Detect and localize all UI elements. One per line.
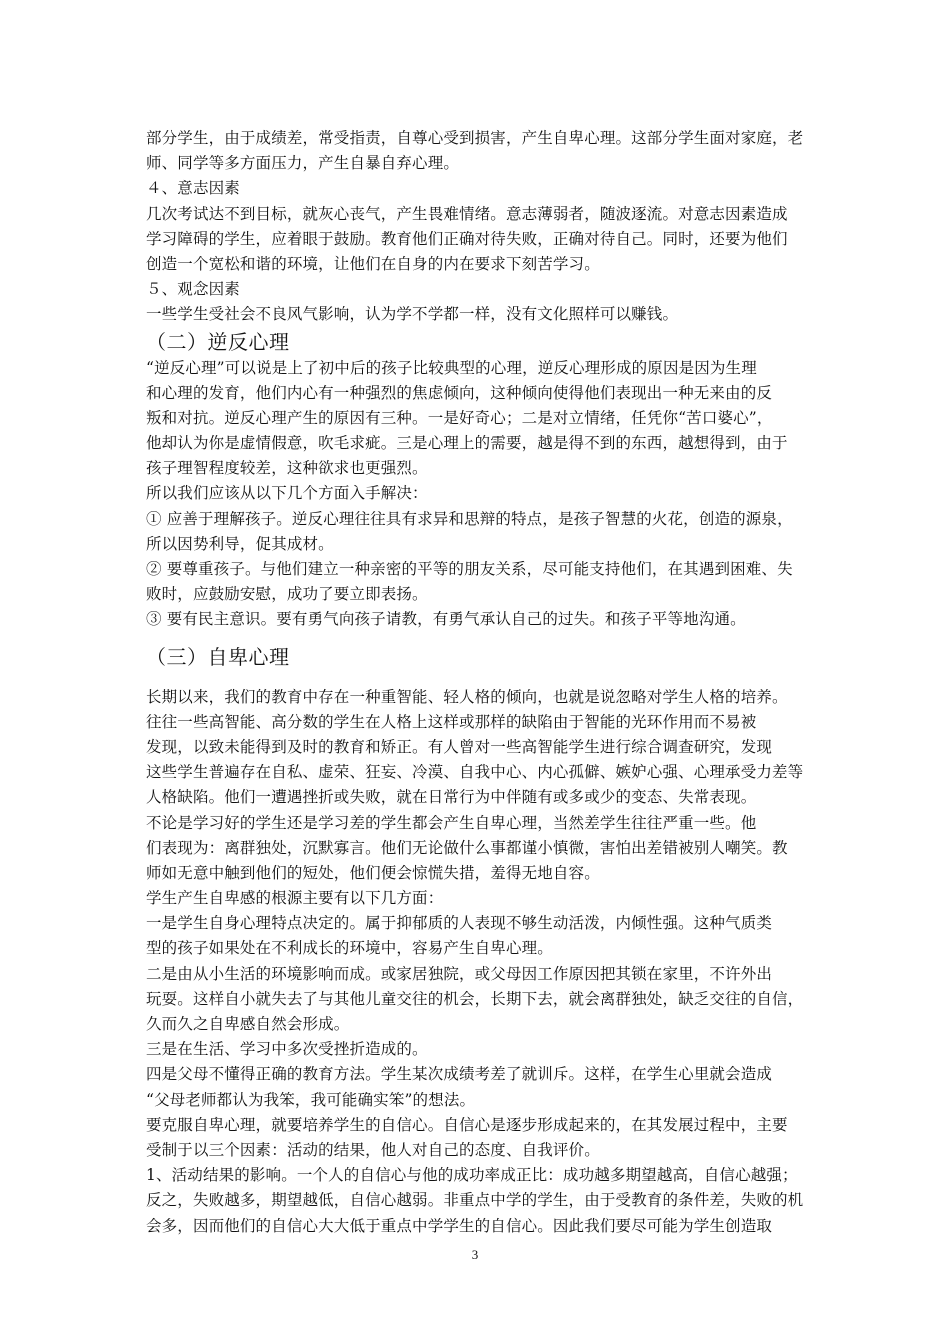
text-line: ② 要尊重孩子。与他们建立一种亲密的平等的朋友关系，尽可能支持他们，在其遇到困难、失	[146, 560, 793, 578]
text-line: 玩耍。这样自小就失去了与其他儿童交往的机会，长期下去，就会离群独处，缺乏交往的自信，	[146, 989, 804, 1008]
text-line: ４、意志因素	[146, 179, 240, 198]
text-line: 创造一个宽松和谐的环境，让他们在自身的内在要求下刻苦学习。	[146, 254, 600, 273]
text-line: 师如无意中触到他们的短处，他们便会惊慌失措，羞得无地自容。	[146, 863, 600, 882]
text-line: 一是学生自身心理特点决定的。属于抑郁质的人表现不够生动活泼，内倾性强。这种气质类	[146, 914, 773, 933]
text-line: 长期以来，我们的教育中存在一种重智能、轻人格的倾向，也就是说忽略对学生人格的培养。	[146, 687, 788, 706]
text-line: 二是由从小生活的环境影响而成。或家居独院，或父母因工作原因把其锁在家里，不许外出	[146, 964, 773, 983]
text-line: 他却认为你是虚情假意，吹毛求疵。三是心理上的需要，越是得不到的东西，越想得到，由于	[146, 434, 788, 453]
text-line: “父母老师都认为我笨，我可能确实笨”的想法。	[146, 1090, 476, 1109]
heading-inferiority-psychology: （三）自卑心理	[146, 644, 290, 669]
document-page	[146, 126, 814, 1239]
text-line: 会多，因而他们的自信心大大低于重点中学学生的自信心。因此我们要尽可能为学生创造取	[146, 1216, 773, 1235]
text-line: 所以我们应该从以下几个方面入手解决：	[146, 484, 428, 503]
text-line: 所以因势利导，促其成材。	[146, 534, 334, 553]
text-line: 败时，应鼓励安慰，成功了要立即表扬。	[146, 585, 428, 604]
text-line: 这些学生普遍存在自私、虚荣、狂妄、冷漠、自我中心、内心孤僻、嫉妒心强、心理承受力差等	[146, 763, 804, 782]
text-line: 孩子理智程度较差，这种欲求也更强烈。	[146, 459, 428, 478]
text-line: 三是在生活、学习中多次受挫折造成的。	[146, 1040, 428, 1059]
text-line: 学生产生自卑感的根源主要有以下几方面：	[146, 889, 444, 908]
text-line: 叛和对抗。逆反心理产生的原因有三种。一是好奇心；二是对立情绪，任凭你“苦口婆心”，	[146, 408, 773, 427]
text-line: 要克服自卑心理，就要培养学生的自信心。自信心是逐步形成起来的，在其发展过程中，主要	[146, 1115, 788, 1134]
text-line: 师、同学等多方面压力，产生自暴自弃心理。	[146, 154, 460, 173]
text-line: 1、活动结果的影响。一个人的自信心与他的成功率成正比：成功越多期望越高，自信心越强；	[146, 1166, 798, 1185]
text-line: 几次考试达不到目标，就灰心丧气，产生畏难情绪。意志薄弱者，随波逐流。对意志因素造成	[146, 204, 788, 223]
text-line: 学习障碍的学生，应着眼于鼓励。教育他们正确对待失败，正确对待自己。同时，还要为他们	[146, 229, 788, 248]
text-line: 们表现为：离群独处，沉默寡言。他们无论做什么事都谨小慎微，害怕出差错被别人嘲笑。教	[146, 838, 788, 857]
text-line: 往往一些高智能、高分数的学生在人格上这样或那样的缺陷由于智能的光环作用而不易被	[146, 712, 757, 731]
text-line: 发现，以致未能得到及时的教育和矫正。有人曾对一些高智能学生进行综合调查研究，发现	[146, 737, 773, 756]
text-line: 久而久之自卑感自然会形成。	[146, 1015, 350, 1033]
text-line: 不论是学习好的学生还是学习差的学生都会产生自卑心理，当然差学生往往严重一些。他	[146, 813, 757, 832]
page-number: 3	[471, 1247, 479, 1262]
text-line: ③ 要有民主意识。要有勇气向孩子请教，有勇气承认自己的过失。和孩子平等地沟通。	[146, 610, 746, 629]
text-line: 反之，失败越多，期望越低，自信心越弱。非重点中学的学生，由于受教育的条件差，失败的机	[146, 1191, 804, 1210]
text-line: “逆反心理”可以说是上了初中后的孩子比较典型的心理，逆反心理形成的原因是因为生理	[146, 358, 757, 377]
text-line: 人格缺陷。他们一遭遇挫折或失败，就在日常行为中伴随有或多或少的变态、失常表现。	[146, 788, 757, 807]
section-2-paragraphs	[146, 356, 814, 633]
text-line: ① 应善于理解孩子。逆反心理往往具有求异和思辩的特点，是孩子智慧的火花，创造的源泉，	[146, 509, 793, 528]
text-line: 和心理的发育，他们内心有一种强烈的焦虑倾向，这种倾向使得他们表现出一种无来由的反	[146, 383, 773, 402]
text-line: ５、观念因素	[146, 280, 240, 299]
section-3-paragraphs	[146, 685, 814, 1239]
text-line: 型的孩子如果处在不利成长的环境中，容易产生自卑心理。	[146, 939, 553, 958]
text-line: 四是父母不懂得正确的教育方法。学生某次成绩考差了就训斥。这样，在学生心里就会造成	[146, 1065, 773, 1084]
section-1-paragraphs	[146, 126, 814, 328]
heading-reverse-psychology: （二）逆反心理	[146, 329, 290, 354]
text-line: 部分学生，由于成绩差，常受指责，自尊心受到损害，产生自卑心理。这部分学生面对家庭，老	[146, 129, 804, 147]
text-line: 受制于以三个因素：活动的结果，他人对自己的态度、自我评价。	[146, 1140, 600, 1159]
text-line: 一些学生受社会不良风气影响，认为学不学都一样，没有文化照样可以赚钱。	[146, 305, 679, 324]
